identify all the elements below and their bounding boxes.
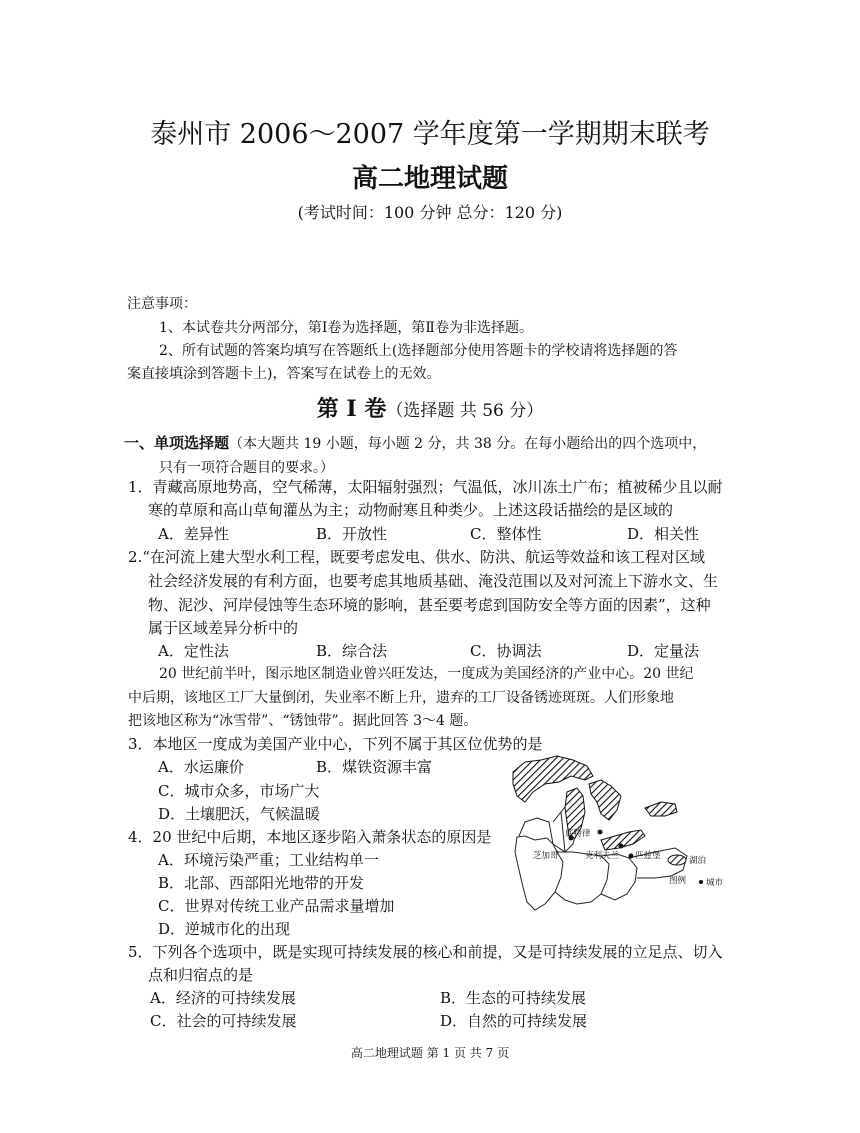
- q3-option-c: C．城市众多，市场广大: [158, 782, 320, 800]
- part-desc-line-2: 只有一项符合题目的要求。）: [159, 460, 334, 476]
- city-label-detroit: 底特律: [565, 829, 591, 839]
- lakes: [513, 756, 677, 850]
- map-legend: [668, 855, 724, 888]
- q3-option-b: B．煤铁资源丰富: [316, 758, 433, 776]
- q2-option-b: B．综合法: [316, 642, 388, 660]
- q2-option-d: D．定量法: [627, 642, 700, 660]
- q3-option-a: A．水运廉价: [158, 758, 244, 776]
- city-label-chicago: 芝加哥: [533, 851, 559, 861]
- notes-heading: 注意事项：: [127, 296, 197, 312]
- passage-line-1: 20 世纪前半叶，图示地区制造业曾兴旺发达，一度成为美国经济的产业中心。20 世纪: [159, 666, 694, 682]
- subject-title: 高二地理试题: [351, 164, 508, 194]
- legend-city-label: 城市: [706, 878, 724, 888]
- q1-option-c: C．整体性: [470, 525, 542, 543]
- section-title-main: 第 I 卷: [316, 396, 387, 422]
- q5-option-b: B．生态的可持续发展: [440, 989, 587, 1007]
- lake-ontario: [645, 802, 677, 816]
- q4-stem: 4．20 世纪中后期，本地区逐步陷入萧条状态的原因是: [128, 828, 492, 846]
- q2-line-4: 属于区域差异分析中的: [148, 619, 299, 637]
- q2-line-3: 物、泥沙、河岸侵蚀等生态环境的影响，甚至要考虑到国防安全等方面的因素”，这种: [148, 596, 711, 614]
- q2-option-a: A．定性法: [158, 642, 229, 660]
- legend-lake-swatch: [668, 855, 686, 865]
- q1-option-a: A．差异性: [158, 525, 229, 543]
- q1-line-1: 1．青藏高原地势高，空气稀薄，太阳辐射强烈；气温低，冰川冻土广布；植被稀少且以耐: [128, 478, 723, 496]
- q3-option-d: D．土壤肥沃，气候温暖: [158, 805, 321, 823]
- q5-line-1: 5．下列各个选项中，既是实现可持续发展的核心和前提，又是可持续发展的立足点、切入: [128, 943, 723, 961]
- part-label: 一、单项选择题: [124, 434, 230, 452]
- q4-option-d: D．逆城市化的出现: [158, 920, 291, 938]
- exam-info: (考试时间：100 分钟 总分：120 分): [297, 203, 563, 222]
- legend-city-dot: [699, 880, 703, 884]
- q1-line-2: 寒的草原和高山草甸灌丛为主；动物耐寒且种类少。上述这段话描绘的是区域的: [148, 501, 674, 519]
- city-dot-cleveland: [619, 844, 624, 849]
- q4-option-a: A．环境污染严重；工业结构单一: [158, 851, 379, 869]
- notes-item-2-line-1: 2、所有试题的答案均填写在答题纸上(选择题部分使用答题卡的学校请将选择题的答: [159, 343, 678, 359]
- notes-item-1: 1、本试卷共分两部分，第Ⅰ卷为选择题，第Ⅱ卷为非选择题。: [159, 320, 533, 336]
- part-desc-line-1: （本大题共 19 小题，每小题 2 分，共 38 分。在每小题给出的四个选项中，: [229, 436, 707, 452]
- q2-line-1: 2.“在河流上建大型水利工程，既要考虑发电、供水、防洪、航运等效益和该工程对区域: [128, 548, 705, 566]
- legend-title: 图例: [669, 876, 687, 886]
- page-footer: 高二地理试题 第 1 页 共 7 页: [350, 1046, 510, 1060]
- lake-huron: [589, 780, 621, 820]
- great-lakes-map: [505, 752, 730, 917]
- q3-stem: 3．本地区一度成为美国产业中心，下列不属于其区位优势的是: [128, 735, 543, 753]
- section-title-sub: （选择题 共 56 分）: [386, 401, 544, 421]
- q5-option-a: A．经济的可持续发展: [150, 989, 296, 1007]
- section-title: [0, 392, 860, 423]
- q5-line-2: 点和归宿点的是: [148, 966, 254, 984]
- q4-option-b: B．北部、西部阳光地带的开发: [158, 874, 365, 892]
- notes-item-2-line-2: 案直接填涂到答题卡上)，答案写在试卷上的无效。: [127, 366, 441, 382]
- city-dot-detroit: [598, 830, 603, 835]
- q2-option-c: C．协调法: [470, 642, 542, 660]
- part-heading: [124, 432, 706, 453]
- exam-title: 泰州市 2006～2007 学年度第一学期期末联考: [150, 119, 710, 150]
- q1-option-b: B．开放性: [316, 525, 388, 543]
- passage-line-2: 中后期，该地区工厂大量倒闭，失业率不断上升，遗弃的工厂设备锈迹斑斑。人们形象地: [128, 690, 674, 706]
- city-dot-pittsburgh: [629, 854, 634, 859]
- passage-line-3: 把该地区称为“冰雪带”、“锈蚀带”。据此回答 3～4 题。: [128, 713, 478, 729]
- q5-option-c: C．社会的可持续发展: [150, 1012, 297, 1030]
- q1-option-d: D．相关性: [627, 525, 700, 543]
- city-label-pittsburgh: 匹兹堡: [635, 851, 661, 861]
- q4-option-c: C．世界对传统工业产品需求量增加: [158, 897, 395, 915]
- city-label-cleveland: 克利夫兰: [585, 851, 620, 861]
- legend-lake-label: 湖泊: [689, 856, 707, 866]
- q2-line-2: 社会经济发展的有利方面，也要考虑其地质基础、淹没范围以及对河流上下游水文、生: [148, 572, 719, 590]
- q5-option-d: D．自然的可持续发展: [440, 1012, 588, 1030]
